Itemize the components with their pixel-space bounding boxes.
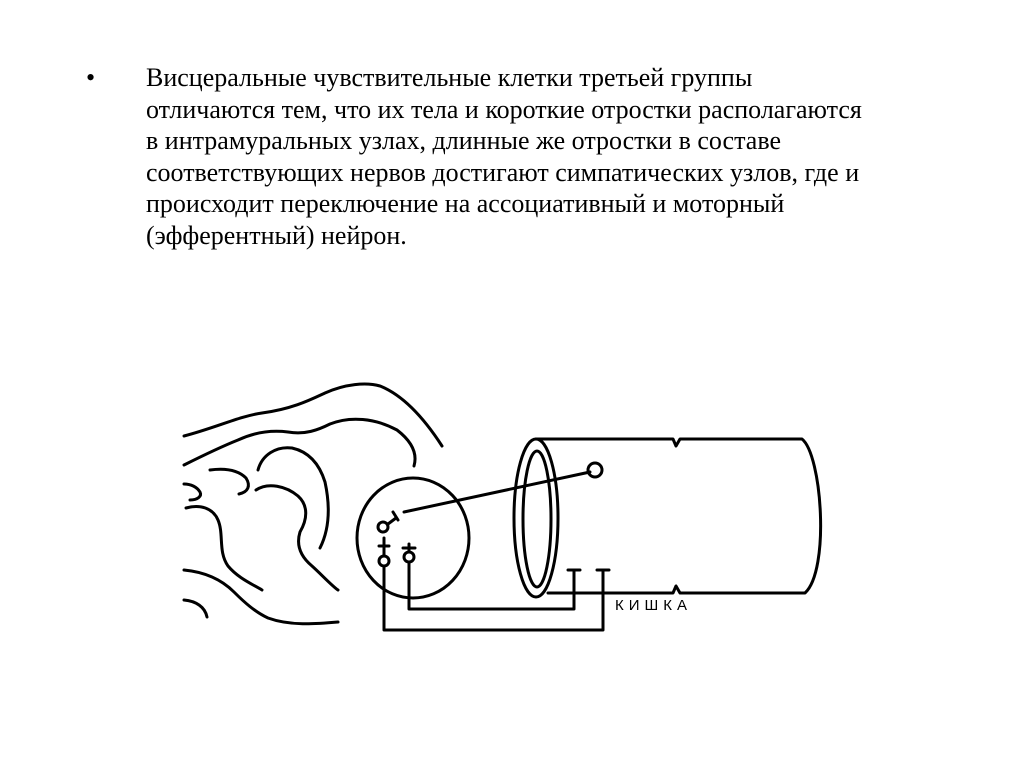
spinal-cord-outline bbox=[184, 384, 442, 624]
neuron-body-upper bbox=[378, 522, 388, 532]
bullet-text: Висцеральные чувствительные клетки третьей группы отличаются тем, что их тела и короткие отростки располагаются в интрамуральных узлах, длинные же отростки в составе соответствующих нервов достигают симпатических узлов, где и происходит переключение на ассоциативный и моторный (эфферентный) нейрон. bbox=[146, 63, 862, 250]
ganglion-neurons bbox=[378, 512, 415, 566]
bullet-marker: • bbox=[86, 63, 96, 92]
intestine-tube bbox=[514, 439, 821, 597]
long-process bbox=[404, 472, 590, 512]
intestine-label: КИШКА bbox=[615, 597, 693, 614]
efferent-fiber-inner bbox=[409, 562, 574, 609]
intramural-neuron bbox=[588, 463, 602, 477]
ganglion-circle bbox=[357, 478, 469, 598]
